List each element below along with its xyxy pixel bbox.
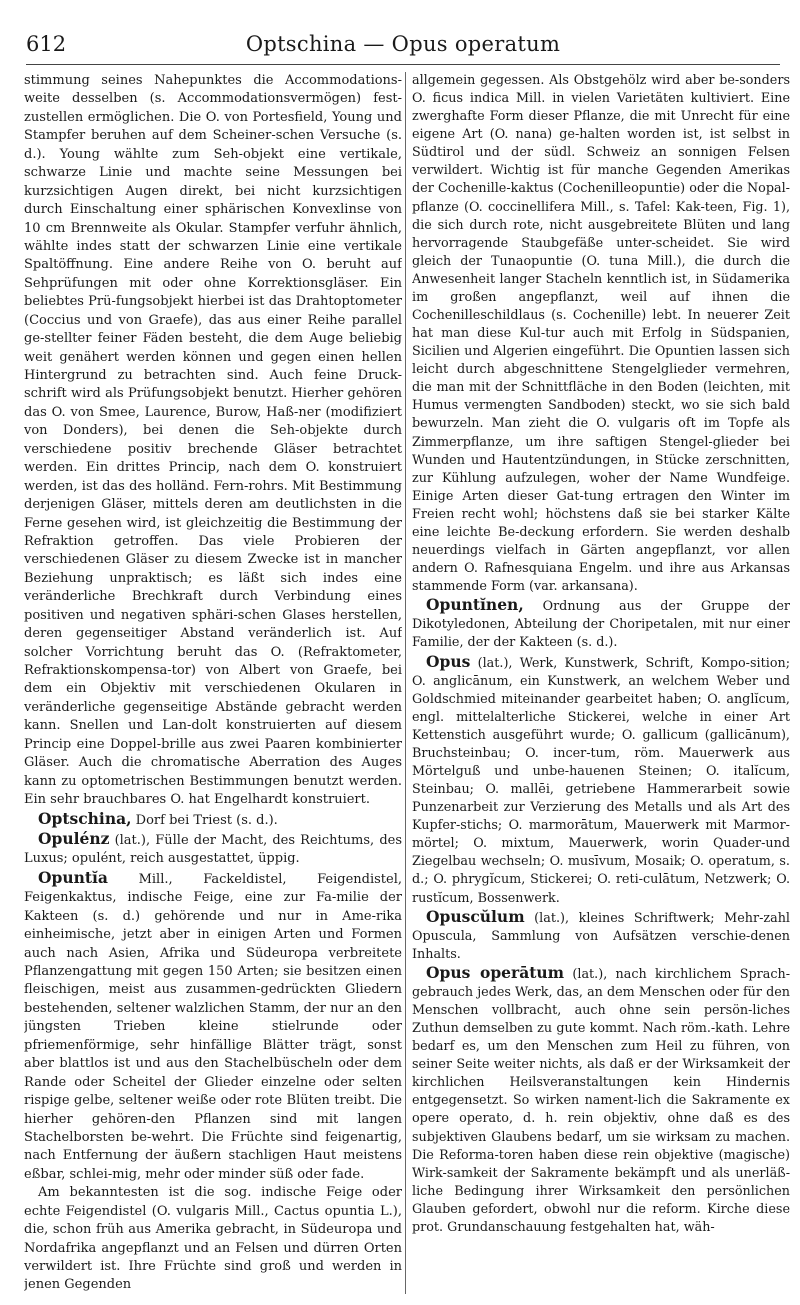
running-title: Optschina — Opus operatum — [245, 32, 561, 56]
entry-paragraph — [24, 1184, 402, 1294]
entry-headword: Opus — [426, 651, 471, 671]
page-number: 612 — [26, 32, 67, 56]
entry-headword: Opus operātum — [426, 962, 565, 982]
entry-text: allgemein gegessen. Als Obstgehölz wird aber be-sonders O. ficus indica Mill. in vielen Varietäten kultiviert. Eine zwerghafte Form dieser Pflanze, die mit Unrecht für eine eigene Art (O. nana) ge-halten worden ist, ist selbst in Südtirol und der südl. Schweiz an sonnigen Felsen verwildert. Wichtig ist für manche Gegenden Amerikas der Cochenille-kaktus (Cochenilleopuntie) oder die Nopal-pflanze (O. coccinellifera Mill., s. Tafel: Kak-teen, Fig. 1), die sich durch rote, nicht ausgebreitete Blüten und lang hervorragende Staubgefäße unter-scheidet. Sie wird gleich der Tunaopuntie (O. tuna Mill.), die durch die Anwesenheit langer Stacheln kenntlich ist, in Südamerika im großen angepflanzt, weil auf ihnen die Cochenilleschildlaus (s. Cochenille) lebt. In neuerer Zeit hat man diese Kul-tur auch mit Erfolg in Südspanien, Sicilien und Algerien eingeführt. Die Opuntien lassen sich leicht durch abgeschnittene Stengelglieder vermehren, die man mit der Schnittfläche in den Boden (leichten, mit Humus vermengten Sandboden) steckt, wo sie sich bald bewurzeln. Man zieht die O. vulgaris oft im Topfe als Zimmerpflanze, um ihre saftigen Stengel-glieder bei Wunden und Hautentzündungen, in Stücke zerschnitten, zur Kühlung aufzulegen, woher der Name Wundfeige. Einige Arten dieser Gat-tung ertragen den Winter im Freien recht wohl; höchstens daß sie bei starker Kälte eine leichte Be-deckung erfordern. Sie werden deshalb neuerdings vielfach in Gärten angepflanzt, vor allen andern O. Rafnesquiana Engelm. und ihre aus Arkansas stammende Form (var. arkansana). — [412, 73, 790, 595]
entry-text: Am bekanntesten ist die sog. indische Feige oder echte Feigendistel (O. vulgaris Mill., Cactus opuntia L.), die, schon früh aus Amerika gebracht, in Südeuropa und Nordafrika angepflanzt und an Felsen und dürren Orten verwildert ist. Ihre Früchte sind groß und werden in jenen Gegenden — [24, 1185, 402, 1293]
entry-headword: Opuntĭa — [38, 867, 108, 887]
dictionary-entry — [24, 869, 402, 1184]
column-divider — [405, 72, 406, 1294]
entry-text: stimmung seines Nahepunktes die Accommodations-weite desselben (s. Accommodationsvermögen) fest-zustellen ermöglichen. Die O. von Portesfield, Young und Stampfer beruhen auf dem Scheiner-schen Versuche (s. d.). Young wählte zum Seh-objekt eine vertikale, schwarze Linie und machte seine Messungen bei kurzsichtigen Augen direkt, bei nicht kurzsichtigen durch Einschaltung einer sphärischen Konvexlinse von 10 cm Brennweite als Okular. Stampfer verfuhr ähnlich, wählte indes statt der schwarzen Linie eine vertikale Spaltöffnung. Eine andere Reihe von O. beruht auf Sehprüfungen mit oder ohne Korrektionsgläser. Ein beliebtes Prü-fungsobjekt hierbei ist das Drahtoptometer (Coccius und von Graefe), das aus einer Reihe parallel ge-stellter feiner Fäden besteht, die dem Auge beliebig weit genähert werden können und gegen einen hellen Hintergrund zu betrachten sind. Auch feine Druck-schrift wird als Prüfungsobjekt benutzt. Hierher gehören das O. von Smee, Laurence, Burow, Haß-ner (modifiziert von Donders), bei denen die Seh-objekte durch verschiedene positiv brechende Gläser betrachtet werden. Ein drittes Princip, nach dem O. konstruiert werden, ist das des holländ. Fern-rohrs. Mit Bestimmung derjenigen Gläser, mittels deren am deutlichsten in die Ferne gesehen wird, ist gleichzeitig die Bestimmung der Refraktion getroffen. Das viele Probieren der verschiedenen Gläser zu diesem Zwecke ist in mancher Beziehung unpraktisch; es läßt sich indes eine veränderliche Brechkraft durch Verbindung eines positiven und negativen sphäri-schen Glases herstellen, deren gegenseitiger Abstand veränderlich ist. Auf solcher Vorrichtung beruht das O. (Refraktometer, Refraktionskompensa-tor) von Albert von Graefe, bei dem ein Objektiv mit verschiedenen Okularen in veränderliche gegenseitige Abstände gebracht werden kann. Snellen und Lan-dolt konstruierten auf diesem Princip eine Doppel-brille aus zwei Paaren kombinierter Gläser. Auch die chromatische Aberration des Auges kann zu optometrischen Bestimmungen benutzt werden. Ein sehr brauchbares O. hat Engelhardt konstruiert. — [24, 73, 402, 808]
right-column — [412, 72, 790, 1294]
dictionary-entry — [412, 596, 790, 652]
entry-paragraph — [24, 72, 402, 810]
entry-text: (lat.), kleines Schriftwerk; Mehr-zahl Opuscula, Sammlung von Aufsätzen verschie-denen Inhalts. — [412, 910, 790, 962]
entry-text: Dorf bei Triest (s. d.). — [131, 812, 278, 828]
entry-headword: Optschina, — [38, 808, 132, 828]
dictionary-entry — [412, 964, 790, 1237]
left-column — [24, 72, 402, 1294]
page-header — [26, 30, 780, 65]
entry-text: Mill., Fackeldistel, Feigendistel, Feigenkaktus, indische Feige, eine zur Fa-milie der Kakteen (s. d.) gehörende und nur in Ame-rika einheimische, jetzt aber in einigen Arten und Formen auch nach Asien, Afrika und Südeuropa verbreitete Pflanzengattung mit gegen 150 Arten; sie besitzen einen fleischigen, meist aus zusammen-gedrückten Gliedern bestehenden, seltener walzlichen Stamm, der nur an den jüngsten Trieben kleine stielrunde oder pfriemenförmige, sehr hinfällige Blätter trägt, sonst aber blattlos ist und aus den Stachelbüscheln oder dem Rande oder Scheitel der Glieder einzelne oder selten rispige gelbe, seltener weiße oder rote Blüten treibt. Die hierher gehören-den Pflanzen sind mit langen Stachelborsten be-wehrt. Die Früchte sind feigenartig, nach Entfernung der äußern stachligen Haut meistens eßbar, schlei-mig, mehr oder minder süß oder fade. — [24, 871, 402, 1182]
entry-headword: Opuscŭlum — [426, 906, 525, 926]
dictionary-entry — [24, 830, 402, 869]
entry-text: (lat.), Werk, Kunstwerk, Schrift, Kompo-sition; O. anglicānum, ein Kunstwerk, an welchem Weber und Goldschmied miteinander gearbeitet haben; O. anglĭcum, engl. mittelalterliche Stickerei, welche in einer Art Kettenstich ausgeführt wurde; O. gallicum (gallicānum), Bruchsteinbau; O. incer-tum, röm. Mauerwerk aus Mörtelguß und unbe-hauenen Steinen; O. italĭcum, Steinbau; O. mallēi, getriebene Hammerarbeit sowie Punzenarbeit zur Verzierung des Metalls und als Art des Kupfer-stichs; O. marmorātum, Mauerwerk mit Marmor-mörtel; O. mixtum, Mauerwerk, worin Quader-und Ziegelbau wechseln; O. musīvum, Mosaik; O. operatum, s. d.; O. phrygĭcum, Stickerei; O. reti-culātum, Netzwerk; O. rustĭcum, Bossenwerk. — [412, 655, 790, 906]
entry-paragraph — [412, 72, 790, 596]
entry-headword: Opulénz — [38, 828, 110, 848]
dictionary-entry — [412, 653, 790, 908]
entry-text: (lat.), Fülle der Macht, des Reichtums, des Luxus; opulént, reich ausgestattet, üppig. — [24, 832, 402, 867]
entry-headword: Opuntĭnen, — [426, 595, 524, 615]
entry-text: Ordnung aus der Gruppe der Dikotyledonen, Abteilung der Choripetalen, mit nur einer Familie, der der Kakteen (s. d.). — [412, 599, 790, 651]
dictionary-entry — [412, 908, 790, 964]
entry-text: (lat.), nach kirchlichem Sprach-gebrauch jedes Werk, das, an dem Menschen oder für den Menschen vollbracht, auch ohne sein persön-liches Zuthun demselben zu gute kommt. Nach röm.-kath. Lehre bedarf es, um den Menschen zum Heil zu führen, von seiner Seite weiter nichts, als daß er der Wirksamkeit der kirchlichen Heilsveranstaltungen kein Hindernis entgegensetzt. So wirken nament-lich die Sakramente ex opere operato, d. h. rein objektiv, ohne daß es des subjektiven Glaubens bedarf, um sie wirksam zu machen. Die Reforma-toren haben diese rein objektive (magische) Wirk-samkeit der Sakramente bekämpft und als unerläß-liche Bedingung ihrer Wirksamkeit den persönlichen Glauben gefordert, obwohl nur die reform. Kirche diese prot. Grundanschauung festgehalten hat, wäh- — [412, 966, 790, 1235]
dictionary-entry — [24, 810, 402, 830]
